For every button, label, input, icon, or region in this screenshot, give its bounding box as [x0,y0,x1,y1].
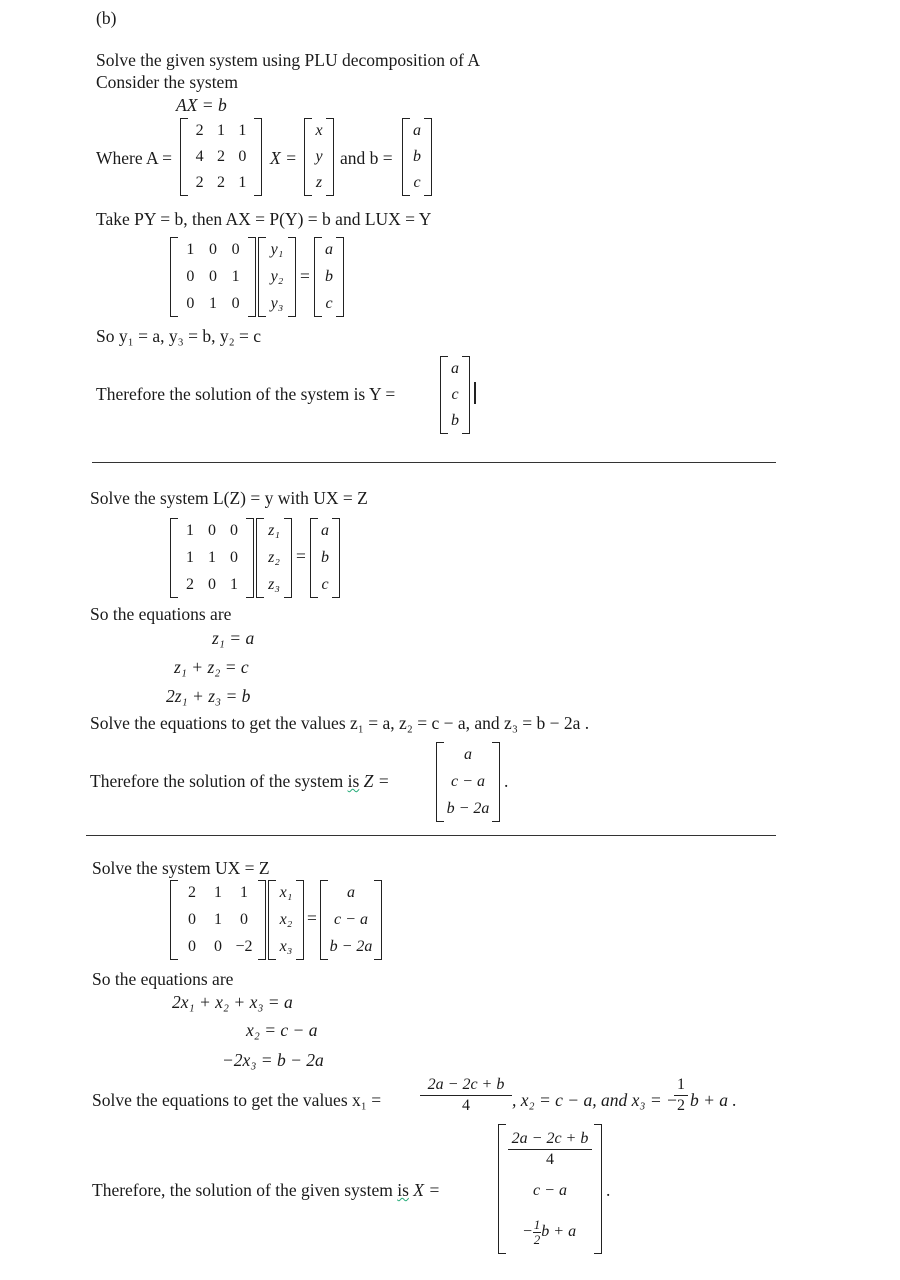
matrix-cell: 1 [240,884,248,902]
equations-intro: So the equations are [92,969,234,989]
vector-cell: a [347,884,355,902]
matrix-cell: 1 [216,122,225,139]
vector-cell: z₁ [268,522,280,540]
fraction-denominator: 2 [533,1231,541,1247]
equals-sign: = [296,546,306,566]
solve-line: Solve the equations to get the values z₁ = a, z₂ = c − a, and z₃ = b − 2a . [90,713,590,733]
where-label: Where A = [96,148,172,168]
fraction-denominator: 4 [462,1097,470,1114]
equation-line: −2x₃ = b − 2a [222,1050,324,1070]
vector-cell: z [315,174,323,191]
divider [92,462,776,463]
matrix-cell: 0 [214,937,222,955]
therefore-suffix: Z = [359,771,390,791]
therefore-prefix: Therefore, the solution of the given system [92,1180,398,1200]
matrix-cell: 1 [186,522,194,540]
vector-cell: b [321,548,329,566]
vector-cell: y₁ [270,241,284,259]
therefore-line [92,1180,440,1201]
matrix-L [170,518,254,598]
vector-y [258,237,296,317]
therefore-is: is [347,771,360,791]
therefore-is: is [397,1180,409,1200]
matrix-cell: 0 [230,522,238,540]
vector-Y [440,356,470,434]
vector-z [256,518,292,598]
matrix-cell: 0 [188,937,196,955]
matrix-cell: 2 [195,122,204,139]
vector-rhs [314,237,344,317]
vector-cell: y₃ [270,294,284,312]
half-fraction [674,1076,688,1115]
vector-cell: a [413,122,421,139]
vector-cell: x₂ [279,910,293,928]
vector-cell: y [315,148,323,165]
consider-text: Consider the system [96,72,238,92]
matrix-cell: 0 [231,294,240,312]
vector-cell-row3 [522,1218,576,1246]
matrix-cell: 2 [186,575,194,593]
so-line: So y₁ = a, y₃ = b, y₂ = c [96,326,262,346]
vector-cell: c [451,386,459,403]
equation-line: z₁ = a [212,628,255,648]
period: . [504,771,509,791]
matrix-cell: 0 [240,910,248,928]
vector-cell: c [325,294,333,312]
matrix-cell: 0 [208,522,216,540]
vector-cell: c [321,575,329,593]
matrix-A [180,118,262,196]
vector-cell: a [325,241,333,259]
system-equation: AX = b [176,95,227,115]
divider [86,835,776,836]
matrix-cell: 0 [230,548,238,566]
solve-mid: , x₂ = c − a, and x₃ = − [512,1090,678,1110]
vector-cell: b [451,412,459,429]
matrix-cell: −2 [235,937,253,955]
matrix-cell: 1 [186,241,195,259]
row3-prefix: − [522,1222,533,1240]
matrix-cell: 0 [238,148,247,165]
period: . [606,1180,611,1200]
matrix-U [170,880,266,960]
equals-sign: = [307,908,317,928]
vector-cell: b − 2a [446,799,490,817]
vector-cell: c [413,174,421,191]
equation-line: 2x₁ + x₂ + x₃ = a [172,992,293,1012]
matrix-cell: 0 [188,910,196,928]
matrix-cell: 4 [195,148,204,165]
take-line: Take PY = b, then AX = P(Y) = b and LUX = Y [96,209,432,229]
fraction-denominator: 2 [677,1097,685,1114]
vector-x [268,880,304,960]
equation-line: 2z₁ + z₃ = b [166,686,251,706]
section3-title: Solve the system UX = Z [92,858,270,878]
and-b-label: and b = [340,148,393,168]
matrix-cell: 0 [208,267,217,285]
vector-cell: a [321,522,329,540]
matrix-cell: 1 [230,575,238,593]
vector-Z [436,742,500,822]
vector-cell: c − a [334,910,368,928]
part-label: (b) [96,8,117,28]
matrix-cell: 2 [216,174,225,191]
row3-suffix: b + a [541,1222,577,1240]
vector-cell: a [451,360,459,377]
vector-cell: b − 2a [329,937,373,955]
matrix-cell: 1 [214,884,222,902]
therefore-prefix: Therefore the solution of the system [90,771,348,791]
therefore-suffix: X = [408,1180,441,1200]
matrix-cell: 0 [208,575,216,593]
vector-cell: b [325,267,333,285]
section2-title: Solve the system L(Z) = y with UX = Z [90,488,368,508]
fraction-numerator: 2a − 2c + b [420,1076,512,1096]
vector-cell: z₂ [268,548,280,566]
matrix-P [170,237,256,317]
matrix-cell: 0 [186,267,195,285]
matrix-cell: 1 [238,122,247,139]
vector-cell: b [413,148,421,165]
matrix-cell: 1 [208,548,216,566]
matrix-cell: 0 [231,241,240,259]
vector-X [304,118,334,196]
vector-cell: x₁ [279,884,293,902]
fraction-numerator: 1 [533,1217,541,1232]
x1-fraction [420,1076,512,1115]
matrix-cell: 2 [216,148,225,165]
equation-line: x₂ = c − a [246,1020,318,1040]
section1-title: Solve the given system using PLU decomposition of A [96,50,481,70]
vector-cell: c − a [451,772,485,790]
matrix-cell: 1 [231,267,240,285]
matrix-cell: 2 [195,174,204,191]
matrix-cell: 1 [208,294,217,312]
matrix-cell: 1 [186,548,194,566]
fraction-numerator: 2a − 2c + b [508,1130,592,1150]
x-label: X = [270,148,297,168]
text-cursor [474,382,476,404]
therefore-line [90,771,390,792]
vector-cell: y₂ [270,267,284,285]
fraction-numerator: 1 [674,1076,688,1096]
vector-cell: a [464,746,472,764]
matrix-cell: 1 [214,910,222,928]
matrix-cell: 0 [208,241,217,259]
vector-X-solution [498,1124,602,1254]
vector-rhs [320,880,382,960]
vector-cell: z₃ [268,575,280,593]
equals-sign: = [300,266,310,286]
x1-fraction [508,1130,592,1169]
solve-prefix: Solve the equations to get the values x₁ = [92,1090,382,1110]
equation-line: z₁ + z₂ = c [174,657,249,677]
vector-rhs [310,518,340,598]
equations-intro: So the equations are [90,604,232,624]
therefore-line: Therefore the solution of the system is Y = [96,384,396,404]
fraction-denominator: 4 [546,1151,554,1168]
matrix-cell: 1 [238,174,247,191]
vector-cell: x₃ [279,937,293,955]
vector-b [402,118,432,196]
vector-cell: c − a [533,1182,567,1199]
matrix-cell: 2 [188,884,196,902]
vector-cell: x [315,122,323,139]
solve-suffix: b + a . [690,1090,737,1110]
matrix-cell: 0 [186,294,195,312]
